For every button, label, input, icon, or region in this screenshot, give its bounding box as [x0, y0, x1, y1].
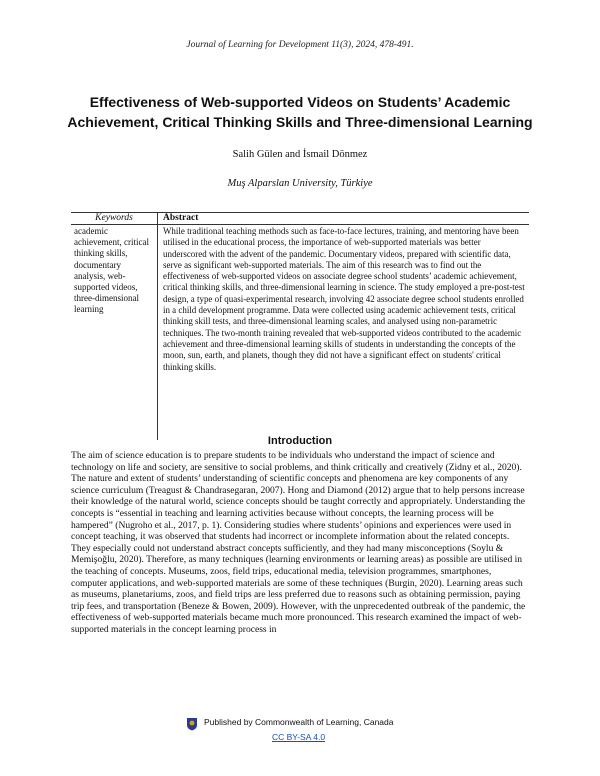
page-footer — [186, 716, 426, 756]
abstract-heading: Abstract — [163, 213, 199, 223]
abstract-box — [71, 212, 529, 440]
article-title: Effectiveness of Web-supported Videos on Students’ Academic Achievement, Critical Thinking Skills and Three-dimensional Learning — [67, 94, 533, 130]
authors: Salih Gülen and İsmail Dönmez — [232, 149, 368, 160]
keywords-heading: Keywords — [95, 213, 133, 223]
abstract-column-divider — [157, 212, 158, 440]
journal-citation: Journal of Learning for Development 11(3), 2024, 478-491. — [186, 40, 414, 50]
license-link[interactable]: CC BY-SA 4.0 — [272, 732, 326, 742]
keywords-list: academic achievement, critical thinking skills, documentary analysis, web-supported videos, three-dimensional learning — [74, 226, 149, 315]
abstract-text: While traditional teaching methods such as face-to-face lectures, training, and mentoring have been utilised in the educational process, the importance of web-supported materials was better underscored with the advent of the pandemic. Documentary videos, prepared with scientific data, serve as significant web-supported materials. The aim of this research was to find out the effectiveness of web-supported videos on associate degree school students’ academic achievement, critical thinking skills, and three-dimensional learning in science. The study employed a pre-post-test design, a type of quasi-experimental research, involving 42 associate degree school students enrolled in a child development programme. Data were collected using academic achievement tests, critical thinking skill tests, and three-dimensional learning scales, and analysed using non-parametric techniques. The two-month training revealed that web-supported videos contributed to the academic achievement and three-dimensional learning skills of students in understanding the concepts of the moon, sun, earth, and planets, though they did not have a significant effect on students' critical thinking skills. — [163, 226, 525, 372]
affiliation: Muş Alparslan University, Türkiye — [227, 178, 373, 189]
introduction-heading: Introduction — [267, 435, 333, 447]
col-logo-icon — [186, 717, 198, 731]
introduction-text: The aim of science education is to prepare students to be individuals who understand the impact of science and technology on life and society, are sensitive to social problems, and think critically and creatively (Zidny et al., 2020). The nature and extent of students’ understanding of scientific concepts and phenomena are key components of any science curriculum (Treagust & Chandrasegaran, 2007). Hong and Diamond (2012) argue that to help persons increase their knowledge of the natural world, science concepts should be taught correctly and appropriately. Understanding the concepts is “essential in teaching and learning activities because without concepts, the learning process will be hampered” (Nugroho et al., 2017, p. 1). Considering studies where students’ opinions and experiences were used in concept teaching, it was observed that students had incorrect or incomplete information about the related concepts. They especially could not understand abstract concepts sufficiently, and they had many misconceptions (Soylu & Memişoğlu, 2020). Therefore, as many techniques (learning environments or learning areas) as possible are utilised in the teaching of concepts. Museums, zoos, field trips, educational media, television programmes, smartphones, computer applications, and web-supported materials are some of these techniques (Burgin, 2020). Learning areas such as museums, planetariums, zoos, and field trips are less preferred due to reasons such as obtaining permission, paying trip fees, and transportation (Beneze & Bowen, 2009). However, with the unprecedented outbreak of the pandemic, the effectiveness of web-supported materials became much more pronounced. This research examined the impact of web-supported materials in the concept learning process in — [71, 450, 526, 635]
abstract-header-rule — [71, 224, 529, 225]
publisher-text: Published by Commonwealth of Learning, Canada — [204, 717, 394, 727]
